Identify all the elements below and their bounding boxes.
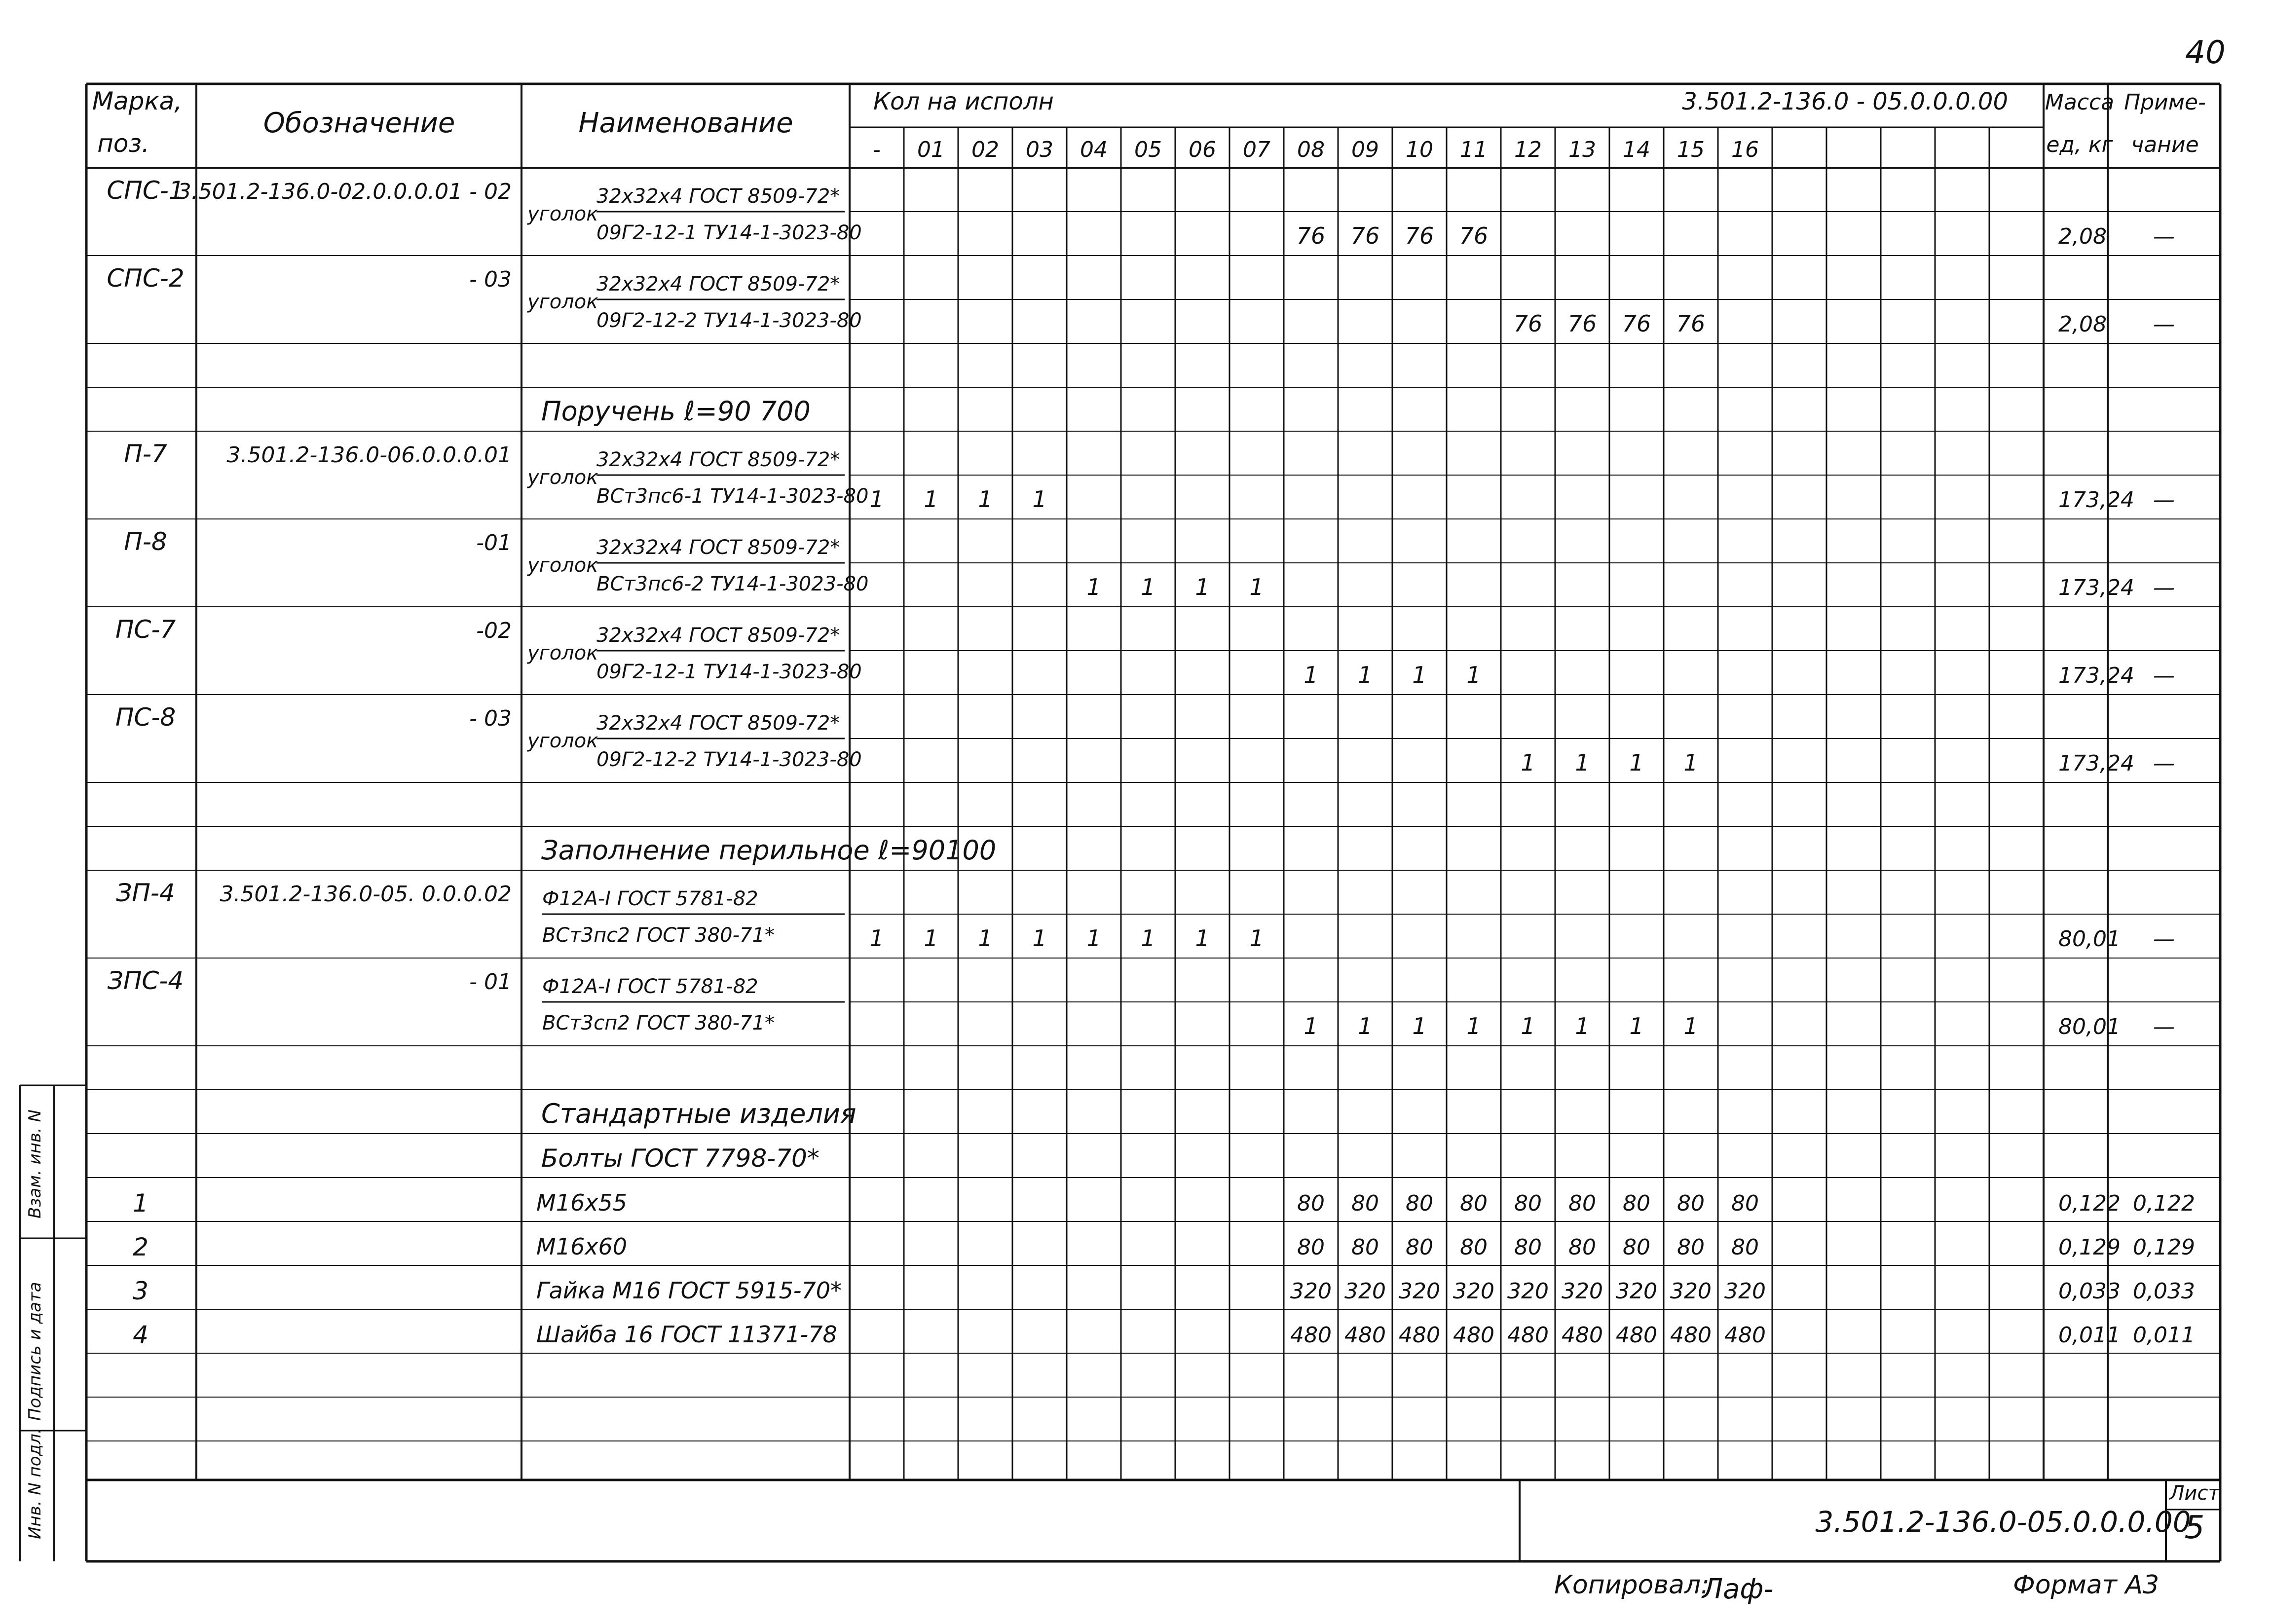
qty-cell: 480: [1399, 1323, 1440, 1348]
variant-header-03: 03: [1026, 137, 1053, 162]
side-stamp-signature-date: Подпись и дата: [25, 1282, 45, 1421]
qty-cell: 80: [1514, 1191, 1542, 1216]
header-mass-line1: Масса: [2045, 90, 2115, 115]
qty-cell: 76: [1459, 222, 1489, 249]
qty-cell: 1: [1358, 662, 1373, 688]
note-value: 0,129: [2133, 1235, 2195, 1260]
qty-cell: 76: [1676, 310, 1706, 337]
qty-cell: 320: [1724, 1279, 1766, 1304]
item-name: Шайба 16 ГОСТ 11371-78: [536, 1321, 837, 1348]
note-value: —: [2153, 224, 2175, 249]
variant-header-16: 16: [1731, 137, 1759, 162]
qty-cell: 80: [1731, 1191, 1759, 1216]
variant-header-09: 09: [1351, 137, 1379, 162]
qty-cell: 1: [1304, 1013, 1318, 1039]
qty-cell: 480: [1507, 1323, 1549, 1348]
qty-cell: 80: [1514, 1235, 1542, 1260]
item-mark: П-7: [124, 440, 167, 468]
qty-cell: 320: [1670, 1279, 1712, 1304]
item-designation: - 03: [469, 267, 512, 292]
material-steel: ВСт3пс2 ГОСТ 380-71*: [542, 924, 775, 947]
item-mark: 2: [133, 1233, 149, 1261]
material-steel: ВСт3пс6-1 ТУ14-1-3023-80: [596, 485, 869, 508]
qty-cell: 80: [1297, 1191, 1325, 1216]
footer-copied: Копировал:: [1554, 1570, 1710, 1600]
variant-header-07: 07: [1243, 137, 1270, 162]
item-mark: ЗПС-4: [107, 966, 184, 995]
qty-cell: 80: [1351, 1235, 1379, 1260]
qty-cell: 80: [1460, 1191, 1488, 1216]
material-type: уголок: [527, 554, 598, 577]
qty-cell: 1: [1249, 925, 1264, 952]
mass-value: 173,24: [2058, 575, 2134, 600]
material-type: уголок: [527, 203, 598, 225]
mass-value: 80,01: [2058, 926, 2121, 952]
mass-value: 0,033: [2058, 1279, 2121, 1304]
note-value: 0,033: [2133, 1279, 2195, 1304]
item-designation: 3.501.2-136.0-02.0.0.0.01 - 02: [177, 179, 512, 204]
variant-header-15: 15: [1677, 137, 1705, 162]
qty-cell: 1: [1141, 925, 1155, 952]
page-number: 40: [2185, 35, 2226, 71]
material-profile: 32х32х4 ГОСТ 8509-72*: [596, 185, 840, 208]
qty-cell: 1: [1195, 574, 1210, 600]
material-steel: 09Г2-12-2 ТУ14-1-3023-80: [596, 309, 862, 332]
item-mark: 1: [133, 1189, 149, 1218]
qty-cell: 80: [1677, 1191, 1705, 1216]
qty-cell: 1: [1086, 574, 1101, 600]
variant-header-base: -: [873, 137, 881, 162]
qty-cell: 320: [1290, 1279, 1332, 1304]
material-profile: 32х32х4 ГОСТ 8509-72*: [596, 624, 840, 647]
qty-cell: 1: [1304, 662, 1318, 688]
header-designation: Обозначение: [263, 107, 455, 139]
section-title: Заполнение перильное ℓ=90100: [541, 835, 997, 866]
note-value: —: [2153, 487, 2175, 513]
qty-cell: 320: [1344, 1279, 1386, 1304]
material-steel: 09Г2-12-1 ТУ14-1-3023-80: [596, 221, 862, 244]
material-type: уголок: [527, 730, 598, 752]
qty-cell: 320: [1562, 1279, 1603, 1304]
title-block-sheet-number: 5: [2184, 1510, 2205, 1546]
side-stamp-inv-replacement: Взам. инв. N: [25, 1109, 45, 1218]
qty-cell: 76: [1567, 310, 1597, 337]
qty-cell: 1: [1521, 749, 1535, 776]
header-name: Наименование: [578, 107, 793, 139]
qty-cell: 76: [1296, 222, 1326, 249]
qty-cell: 1: [1629, 749, 1644, 776]
mass-value: 0,129: [2058, 1235, 2121, 1260]
qty-cell: 1: [1521, 1013, 1535, 1039]
qty-cell: 1: [1358, 1013, 1373, 1039]
mass-value: 173,24: [2058, 751, 2134, 776]
material-profile: 32х32х4 ГОСТ 8509-72*: [596, 712, 840, 735]
item-mark: СПС-2: [107, 264, 185, 293]
footer-signature: Лаф-: [1702, 1573, 1774, 1605]
item-mark: П-8: [124, 527, 167, 556]
item-name: М16х60: [536, 1233, 627, 1260]
qty-cell: 1: [1141, 574, 1155, 600]
item-name: М16х55: [536, 1189, 627, 1216]
variant-header-12: 12: [1514, 137, 1542, 162]
qty-cell: 480: [1616, 1323, 1657, 1348]
item-mark: ПС-8: [115, 703, 176, 732]
qty-cell: 1: [1086, 925, 1101, 952]
qty-cell: 80: [1460, 1235, 1488, 1260]
mass-value: 0,122: [2058, 1191, 2121, 1216]
header-note-line2: чание: [2131, 132, 2199, 157]
item-designation: 3.501.2-136.0-05. 0.0.0.02: [220, 882, 512, 907]
item-mark: ЗП-4: [116, 879, 175, 907]
qty-cell: 1: [924, 925, 938, 952]
qty-cell: 480: [1290, 1323, 1332, 1348]
material-steel: 09Г2-12-1 ТУ14-1-3023-80: [596, 661, 862, 683]
variant-header-11: 11: [1460, 137, 1488, 162]
variant-header-02: 02: [971, 137, 999, 162]
variant-header-08: 08: [1297, 137, 1325, 162]
header-mark-line1: Марка,: [92, 87, 183, 115]
note-value: —: [2153, 663, 2175, 688]
qty-cell: 80: [1677, 1235, 1705, 1260]
note-value: —: [2153, 312, 2175, 337]
item-mark: 4: [133, 1321, 149, 1349]
qty-cell: 80: [1568, 1235, 1596, 1260]
qty-cell: 1: [1629, 1013, 1644, 1039]
material-profile: 32х32х4 ГОСТ 8509-72*: [596, 273, 840, 295]
mass-value: 173,24: [2058, 663, 2134, 688]
material-profile: 32х32х4 ГОСТ 8509-72*: [596, 536, 840, 559]
variant-header-10: 10: [1406, 137, 1433, 162]
item-name: Гайка М16 ГОСТ 5915-70*: [536, 1277, 842, 1304]
material-steel: 09Г2-12-2 ТУ14-1-3023-80: [596, 748, 862, 771]
note-value: —: [2153, 1014, 2175, 1039]
qty-cell: 320: [1453, 1279, 1494, 1304]
item-designation: - 01: [469, 969, 512, 995]
section-title: Стандартные изделия: [541, 1098, 857, 1129]
material-profile: Ф12А-I ГОСТ 5781-82: [542, 975, 758, 998]
qty-cell: 80: [1623, 1235, 1650, 1260]
material-type: уголок: [527, 291, 598, 313]
qty-cell: 1: [1683, 1013, 1698, 1039]
note-value: 0,011: [2133, 1323, 2195, 1348]
qty-cell: 1: [869, 925, 884, 952]
material-steel: ВСт3пс6-2 ТУ14-1-3023-80: [596, 573, 869, 595]
qty-cell: 1: [1466, 1013, 1481, 1039]
title-block-sheet-label: Лист: [2169, 1482, 2220, 1505]
variant-header-13: 13: [1568, 137, 1596, 162]
mass-value: 2,08: [2058, 224, 2107, 249]
title-block-code: 3.501.2-136.0-05.0.0.0.00: [1815, 1505, 2191, 1539]
qty-cell: 76: [1622, 310, 1651, 337]
item-designation: -02: [476, 618, 512, 643]
qty-cell: 320: [1616, 1279, 1657, 1304]
qty-cell: 80: [1297, 1235, 1325, 1260]
qty-cell: 1: [1032, 486, 1047, 513]
qty-cell: 80: [1406, 1191, 1433, 1216]
mass-value: 80,01: [2058, 1014, 2121, 1039]
header-qty-title: Кол на исполн: [873, 88, 1054, 115]
mass-value: 2,08: [2058, 312, 2107, 337]
variant-header-04: 04: [1080, 137, 1108, 162]
qty-cell: 1: [1412, 662, 1427, 688]
variant-header-06: 06: [1189, 137, 1216, 162]
note-value: —: [2153, 926, 2175, 952]
item-mark: ПС-7: [115, 615, 176, 644]
qty-cell: 1: [924, 486, 938, 513]
qty-cell: 320: [1507, 1279, 1549, 1304]
material-profile: 32х32х4 ГОСТ 8509-72*: [596, 448, 840, 471]
material-type: уголок: [527, 466, 598, 489]
subsection-title: Болты ГОСТ 7798-70*: [541, 1144, 819, 1173]
qty-cell: 1: [978, 486, 993, 513]
qty-cell: 1: [1195, 925, 1210, 952]
item-mark: 3: [133, 1277, 149, 1305]
qty-cell: 76: [1350, 222, 1380, 249]
qty-cell: 76: [1513, 310, 1543, 337]
qty-cell: 1: [869, 486, 884, 513]
side-stamp-inv-original: Инв. N подл.: [25, 1428, 45, 1539]
note-value: —: [2153, 751, 2175, 776]
qty-cell: 480: [1344, 1323, 1386, 1348]
note-value: 0,122: [2133, 1191, 2195, 1216]
note-value: —: [2153, 575, 2175, 600]
item-designation: -01: [476, 530, 512, 555]
qty-cell: 1: [1575, 1013, 1590, 1039]
variant-header-01: 01: [917, 137, 945, 162]
section-title: Поручень ℓ=90 700: [541, 396, 811, 427]
variant-header-14: 14: [1623, 137, 1650, 162]
qty-cell: 1: [1412, 1013, 1427, 1039]
mass-value: 173,24: [2058, 487, 2134, 513]
footer-format: Формат А3: [2013, 1570, 2160, 1600]
material-type: уголок: [527, 642, 598, 664]
qty-cell: 1: [978, 925, 993, 952]
header-mass-line2: ед, кг: [2046, 132, 2113, 157]
qty-cell: 76: [1405, 222, 1434, 249]
header-doc-code: 3.501.2-136.0 - 05.0.0.0.00: [1682, 88, 2008, 115]
qty-cell: 80: [1568, 1191, 1596, 1216]
material-steel: ВСт3сп2 ГОСТ 380-71*: [542, 1012, 775, 1034]
qty-cell: 480: [1670, 1323, 1712, 1348]
header-mark-line2: поз.: [97, 129, 149, 158]
qty-cell: 480: [1724, 1323, 1766, 1348]
qty-cell: 320: [1399, 1279, 1440, 1304]
qty-cell: 80: [1623, 1191, 1650, 1216]
qty-cell: 1: [1575, 749, 1590, 776]
qty-cell: 480: [1453, 1323, 1494, 1348]
qty-cell: 80: [1351, 1191, 1379, 1216]
qty-cell: 480: [1562, 1323, 1603, 1348]
item-designation: 3.501.2-136.0-06.0.0.0.01: [226, 443, 512, 468]
qty-cell: 1: [1683, 749, 1698, 776]
qty-cell: 1: [1466, 662, 1481, 688]
qty-cell: 1: [1249, 574, 1264, 600]
qty-cell: 1: [1032, 925, 1047, 952]
header-note-line1: Приме-: [2124, 90, 2206, 115]
item-mark: СПС-1: [107, 176, 185, 205]
material-profile: Ф12А-I ГОСТ 5781-82: [542, 887, 758, 910]
qty-cell: 80: [1731, 1235, 1759, 1260]
mass-value: 0,011: [2058, 1323, 2121, 1348]
item-designation: - 03: [469, 706, 512, 731]
variant-header-05: 05: [1134, 137, 1162, 162]
qty-cell: 80: [1406, 1235, 1433, 1260]
